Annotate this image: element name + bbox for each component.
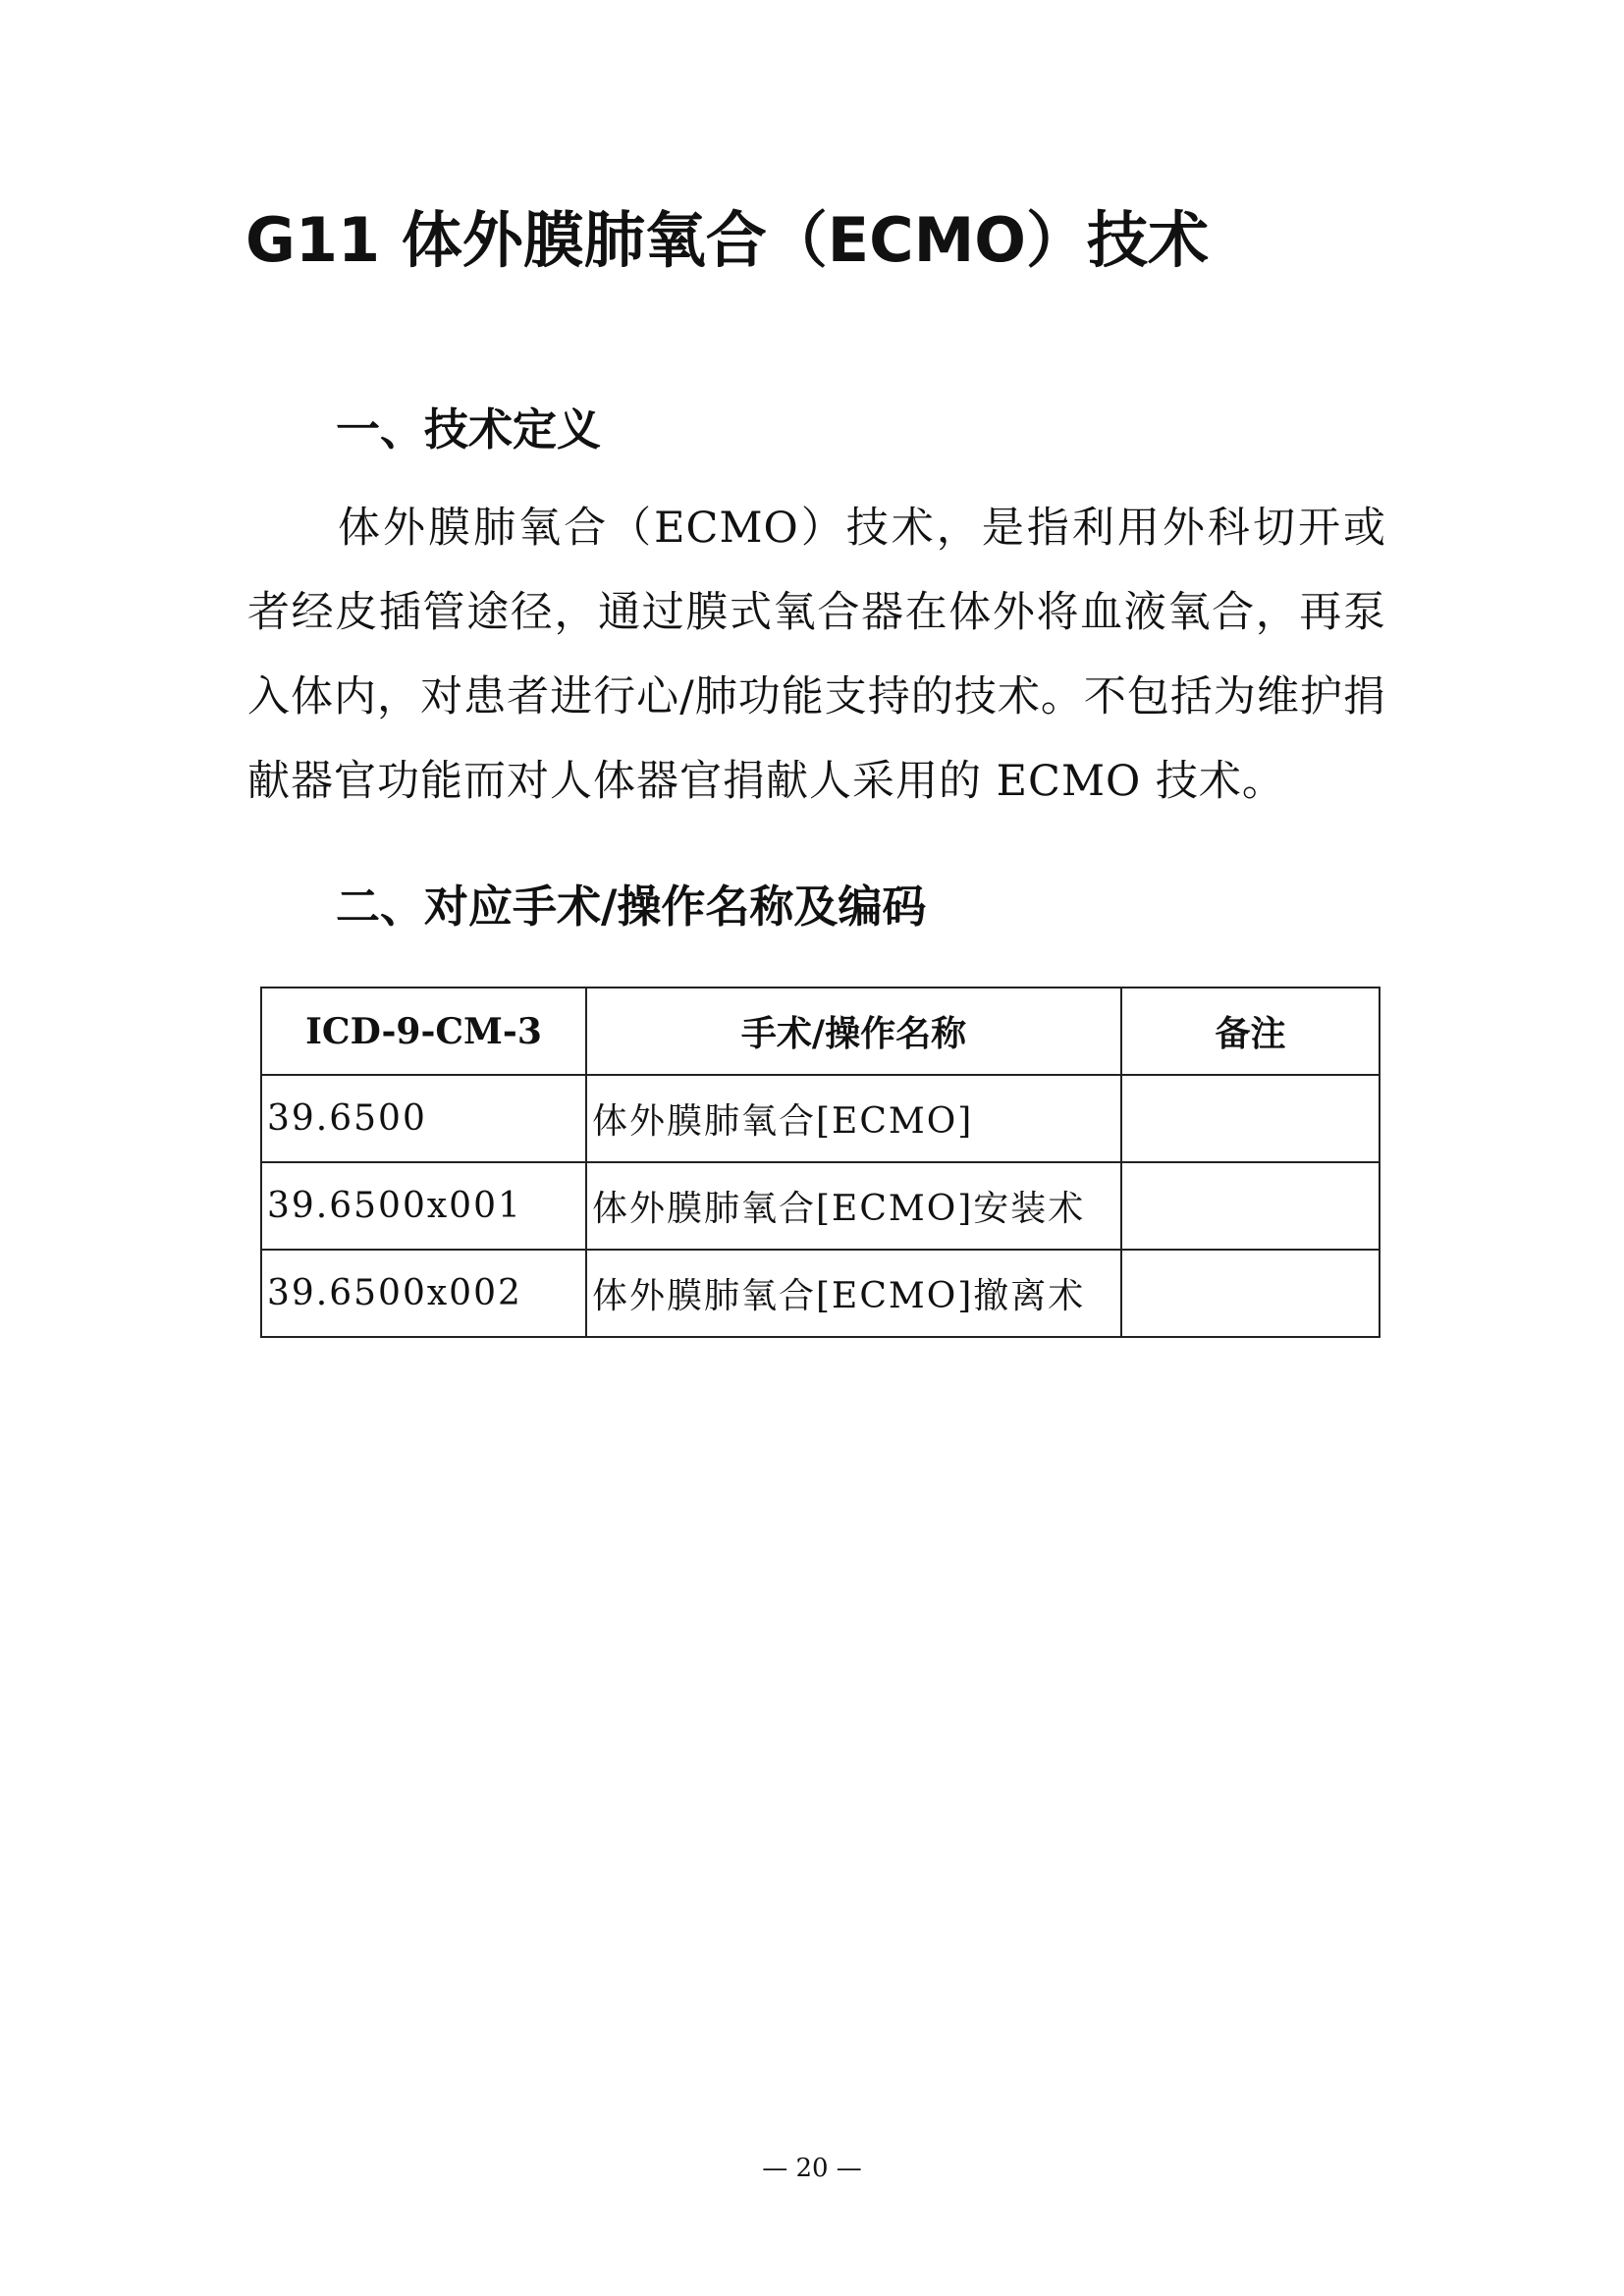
section-heading-definition: 一、技术定义 [336,403,602,455]
cell-name: 体外膜肺氧合[ECMO]撤离术 [586,1250,1121,1337]
cell-code: 39.6500x001 [261,1162,586,1250]
cell-name: 体外膜肺氧合[ECMO] [586,1075,1121,1162]
column-header-code: ICD-9-CM-3 [261,988,586,1075]
section-heading-codes: 二、对应手术/操作名称及编码 [336,881,927,933]
table-row [261,1075,1380,1162]
cell-note [1121,1162,1380,1250]
cell-name: 体外膜肺氧合[ECMO]安装术 [586,1162,1121,1250]
definition-paragraph: 体外膜肺氧合（ECMO）技术，是指利用外科切开或者经皮插管途径，通过膜式氧合器在体外将血液氧合，再泵入体内，对患者进行心/肺功能支持的技术。不包括为维护捐献器官功能而对人体器官捐献人采用的 ECMO 技术。 [247,504,1386,806]
cell-code: 39.6500 [261,1075,586,1162]
table-header-row [261,988,1380,1075]
cell-note [1121,1250,1380,1337]
page-title: G11 体外膜肺氧合（ECMO）技术 [245,204,1210,276]
column-header-name: 手术/操作名称 [586,988,1121,1075]
column-header-note: 备注 [1121,988,1380,1075]
procedure-code-table [260,987,1380,1338]
page-number: — 20 — [762,2154,862,2183]
cell-note [1121,1075,1380,1162]
table-row [261,1250,1380,1337]
cell-code: 39.6500x002 [261,1250,586,1337]
table-row [261,1162,1380,1250]
